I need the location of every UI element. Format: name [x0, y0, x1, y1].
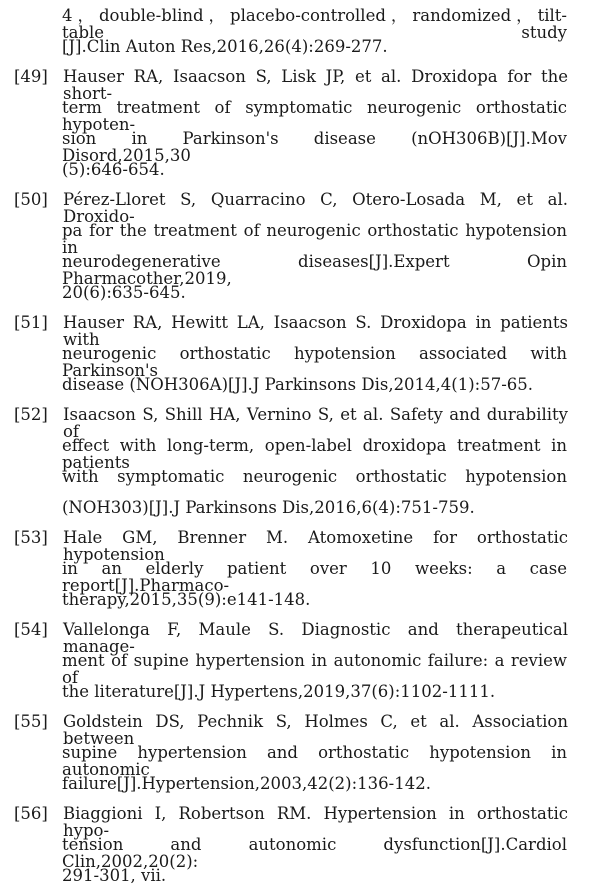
ref-50-line-2: pa for the treatment of neurogenic orthostatic hypotension in [62, 221, 567, 257]
ref-49-line-1: Hauser RA, Isaacson S, Lisk JP, et al. Droxidopa for the short- [63, 67, 568, 103]
ref-52-line-2: effect with long-term, open-label droxidopa treatment in patients [62, 436, 567, 472]
ref-55-line-1: Goldstein DS, Pechnik S, Holmes C, et al. Association between [63, 712, 568, 748]
ref-53-line-1: Hale GM, Brenner M. Atomoxetine for orthostatic hypotension [63, 528, 568, 564]
ref-52-number: [52] [14, 405, 48, 424]
ref-55-line-3: failure[J].Hypertension,2003,42(2):136-142. [62, 774, 431, 793]
ref-50-line-4: 20(6):635-645. [62, 283, 186, 302]
ref-51-number: [51] [14, 313, 48, 332]
ref-56-line-1: Biaggioni I, Robertson RM. Hypertension in orthostatic hypo- [63, 804, 568, 840]
ref-48-line-1: 4，double-blind，placebo-controlled，randomized，tilt-table study [62, 6, 567, 42]
ref-50-line-1: Pérez-Lloret S, Quarracino C, Otero-Losada M, et al. Droxido- [63, 190, 568, 226]
ref-53-line-2: in an elderly patient over 10 weeks: a case report[J].Pharmaco- [62, 559, 567, 595]
ref-52-line-4: (NOH303)[J].J Parkinsons Dis,2016,6(4):751-759. [62, 498, 475, 517]
ref-49-line-2: term treatment of symptomatic neurogenic orthostatic hypoten- [62, 98, 567, 134]
ref-54-line-1: Vallelonga F, Maule S. Diagnostic and therapeutical manage- [63, 620, 568, 656]
ref-53-number: [53] [14, 528, 48, 547]
ref-53-line-3: therapy,2015,35(9):e141-148. [62, 590, 311, 609]
ref-54-line-2: ment of supine hypertension in autonomic failure: a review of [62, 651, 567, 687]
ref-55-number: [55] [14, 712, 48, 731]
ref-51-line-3: disease (NOH306A)[J].J Parkinsons Dis,2014,4(1):57-65. [62, 375, 534, 394]
ref-49-line-3: sion in Parkinson's disease (nOH306B)[J].Mov Disord,2015,30 [62, 129, 567, 165]
ref-49-line-4: (5):646-654. [62, 160, 165, 179]
ref-50-number: [50] [14, 190, 48, 209]
ref-48-line-2: [J].Clin Auton Res,2016,26(4):269-277. [62, 37, 388, 56]
ref-56-line-2: tension and autonomic dysfunction[J].Cardiol Clin,2002,20(2): [62, 835, 567, 871]
ref-51-line-2: neurogenic orthostatic hypotension associated with Parkinson's [62, 344, 567, 380]
ref-52-line-1: Isaacson S, Shill HA, Vernino S, et al. Safety and durability of [63, 405, 568, 441]
ref-54-line-3: the literature[J].J Hypertens,2019,37(6):1102-1111. [62, 682, 496, 701]
ref-52-line-3: with symptomatic neurogenic orthostatic hypotension [62, 467, 567, 486]
ref-56-line-3: 291-301, vii. [62, 866, 167, 885]
ref-54-number: [54] [14, 620, 48, 639]
ref-56-number: [56] [14, 804, 48, 823]
ref-55-line-2: supine hypertension and orthostatic hypotension in autonomic [62, 743, 567, 779]
ref-50-line-3: neurodegenerative diseases[J].Expert Opin Pharmacother,2019, [62, 252, 567, 288]
ref-49-number: [49] [14, 67, 48, 86]
ref-51-line-1: Hauser RA, Hewitt LA, Isaacson S. Droxidopa in patients with [63, 313, 568, 349]
